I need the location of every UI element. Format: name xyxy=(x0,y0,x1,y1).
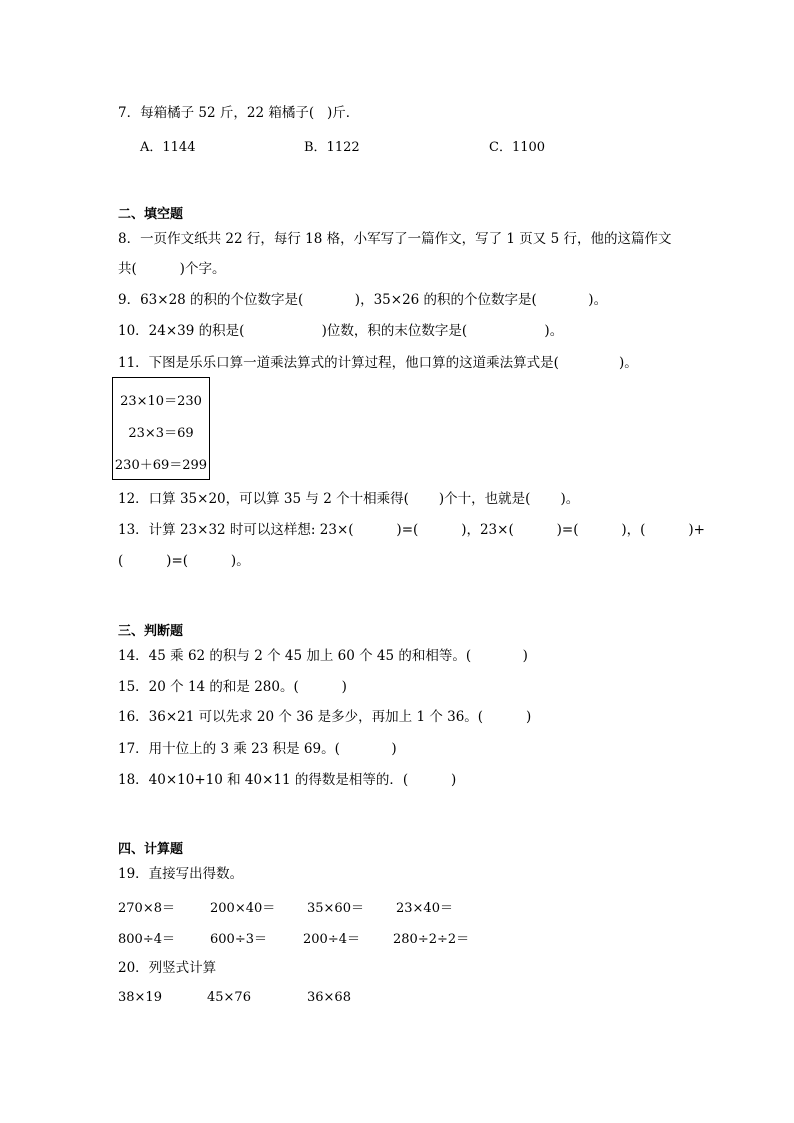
question-13-line-1: 13．计算 23×32 时可以这样想: 23×( )=( )，23×( )=( )，( )+ xyxy=(118,522,705,538)
box-line-1: 23×10＝230 xyxy=(120,394,202,409)
mental-calc-item: 23×40＝ xyxy=(396,901,453,916)
question-11: 11．下图是乐乐口算一道乘法算式的计算过程，他口算的这道乘法算式是( )。 xyxy=(118,355,638,371)
question-14: 14．45 乘 62 的积与 2 个 45 加上 60 个 45 的和相等。( ) xyxy=(118,648,528,664)
option-c: C．1100 xyxy=(489,140,546,155)
section-title-judgement: 三、判断题 xyxy=(118,624,184,639)
vertical-calc-item: 38×19 xyxy=(118,990,162,1005)
mental-calc-item: 35×60＝ xyxy=(307,901,364,916)
mental-calc-item: 270×8＝ xyxy=(118,901,175,916)
option-a: A．1144 xyxy=(140,140,196,155)
mental-calc-item: 200÷4＝ xyxy=(303,932,360,947)
section-title-fill-in: 二、填空题 xyxy=(118,207,184,222)
question-8-line-2: 共( )个字。 xyxy=(118,261,226,277)
vertical-calc-item: 45×76 xyxy=(207,990,251,1005)
calculation-process-box xyxy=(112,377,210,480)
vertical-calc-item: 36×68 xyxy=(307,990,351,1005)
question-8-line-1: 8．一页作文纸共 22 行，每行 18 格，小军写了一篇作文，写了 1 页又 5 行，他的这篇作文 xyxy=(118,231,672,247)
question-16: 16．36×21 可以先求 20 个 36 是多少，再加上 1 个 36。( ) xyxy=(118,709,532,725)
section-title-calculation: 四、计算题 xyxy=(118,842,184,857)
mental-calc-item: 600÷3＝ xyxy=(210,932,267,947)
question-18: 18．40×10+10 和 40×11 的得数是相等的．( ) xyxy=(118,772,457,788)
question-15: 15．20 个 14 的和是 280。( ) xyxy=(118,679,347,695)
option-b: B．1122 xyxy=(304,140,360,155)
question-20-stem: 20．列竖式计算 xyxy=(118,960,217,976)
box-line-2: 23×3＝69 xyxy=(128,426,194,441)
box-line-3: 230＋69＝299 xyxy=(114,458,208,473)
question-13-line-2: ( )=( )。 xyxy=(118,553,250,569)
mental-calc-item: 280÷2÷2＝ xyxy=(393,932,470,947)
question-7-stem: 7．每箱橘子 52 斤，22 箱橘子( )斤． xyxy=(118,105,360,121)
mental-calc-item: 200×40＝ xyxy=(210,901,276,916)
question-12: 12．口算 35×20，可以算 35 与 2 个十相乘得( )个十，也就是( )。 xyxy=(118,491,580,507)
question-17: 17．用十位上的 3 乘 23 积是 69。( ) xyxy=(118,741,397,757)
question-9: 9．63×28 的积的个位数字是( )，35×26 的积的个位数字是( )。 xyxy=(118,292,608,308)
question-19-stem: 19．直接写出得数。 xyxy=(118,866,244,882)
mental-calc-item: 800÷4＝ xyxy=(118,932,175,947)
question-10: 10．24×39 的积是( )位数，积的末位数字是( )。 xyxy=(118,323,564,339)
